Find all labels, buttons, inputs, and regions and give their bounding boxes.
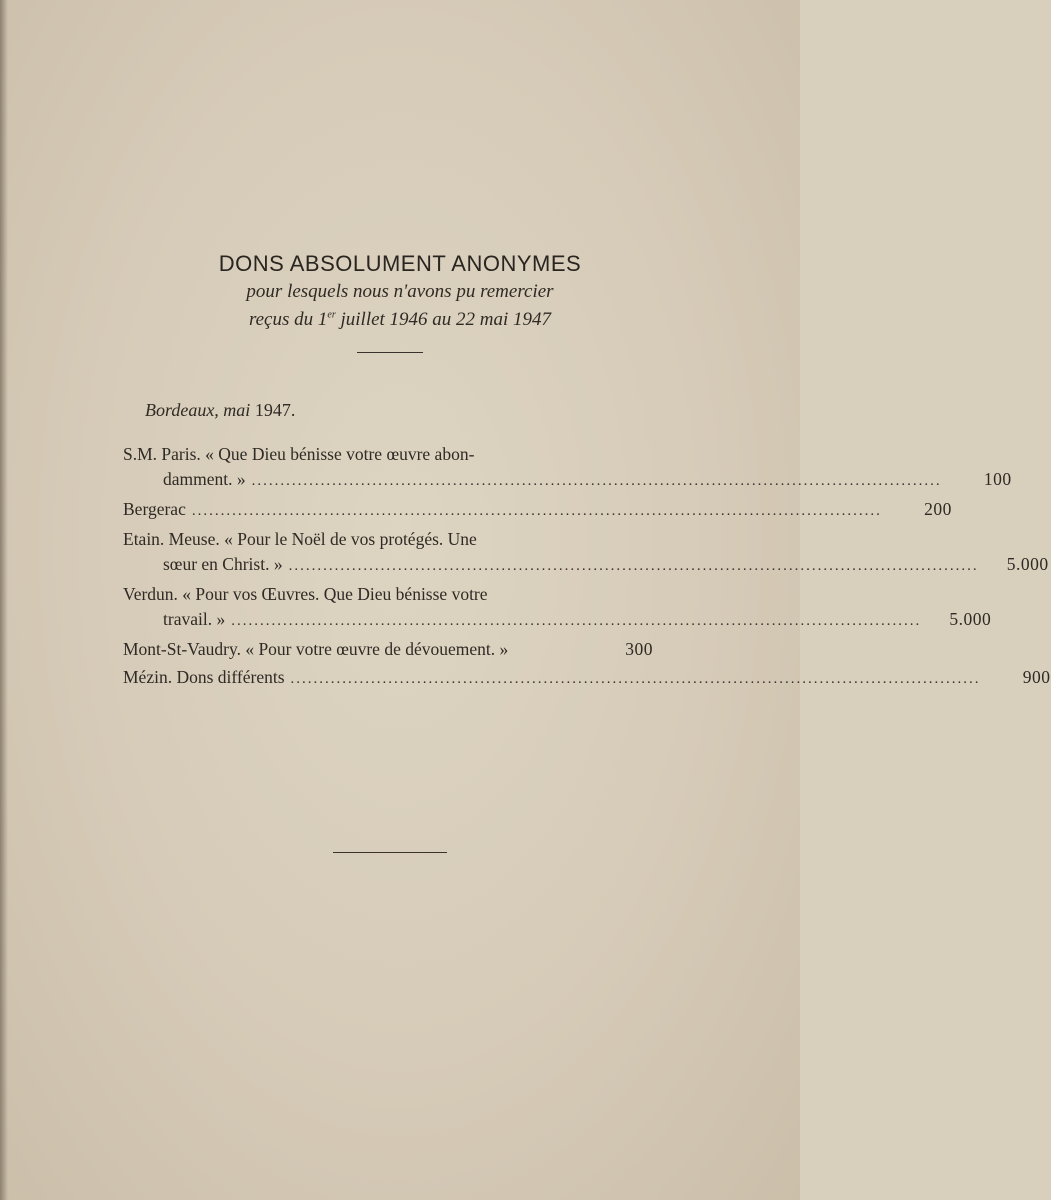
donation-entry <box>123 582 992 634</box>
donation-entry <box>123 497 952 524</box>
donation-entry <box>123 665 1051 692</box>
top-divider <box>357 352 423 353</box>
entry-amount: 5.000 <box>949 609 992 629</box>
entry-amount: 900 <box>1022 667 1051 687</box>
subtitle-line-2-end: juillet 1946 au 22 mai 1947 <box>335 309 552 330</box>
place-date-place: Bordeaux, mai <box>145 400 251 420</box>
page-edge-shadow <box>0 0 8 1200</box>
subtitle-line-2-start: reçus du 1 <box>248 309 328 330</box>
entry-line <box>123 467 1012 494</box>
dot-leader: ........................................................................................................................ <box>290 671 981 687</box>
entry-line <box>123 582 653 607</box>
entry-text-continued: travail. » <box>163 609 226 629</box>
dot-leader: ........................................................................................................................ <box>191 503 882 519</box>
entry-line <box>123 497 952 524</box>
entry-line <box>123 442 653 467</box>
entry-amount: 5.000 <box>1006 554 1049 574</box>
bottom-divider <box>333 852 447 853</box>
donation-entry <box>123 637 653 662</box>
donation-list <box>123 442 1051 695</box>
entry-amount: 300 <box>625 639 653 659</box>
entry-line <box>123 607 992 634</box>
entry-text: Mont-St-Vaudry. « Pour votre œuvre de dévouement. » <box>123 639 509 659</box>
donation-entry <box>123 442 1012 494</box>
entry-text: Mézin. Dons différents <box>123 667 285 687</box>
entry-text: Bergerac <box>123 499 186 519</box>
entry-line <box>123 665 1051 692</box>
subtitle-superscript: er <box>327 309 336 321</box>
dot-leader: ........................................................................................................................ <box>231 613 922 629</box>
subtitle-line-1: pour lesquels nous n'avons pu remercier <box>246 281 554 302</box>
dot-leader: ........................................................................................................................ <box>251 473 942 489</box>
place-date-year: 1947. <box>250 400 296 420</box>
donation-entry <box>123 527 1049 579</box>
entry-line <box>123 637 653 662</box>
place-date <box>145 400 295 421</box>
entry-text: S.M. Paris. « Que Dieu bénisse votre œuvre abon- <box>123 444 475 464</box>
entry-amount: 200 <box>924 499 952 519</box>
page-title: DONS ABSOLUMENT ANONYMES <box>218 251 582 276</box>
heading-block <box>0 250 800 334</box>
dot-leader: ........................................................................................................................ <box>288 558 979 574</box>
entry-line <box>123 527 653 552</box>
entry-line <box>123 552 1049 579</box>
entry-text: Etain. Meuse. « Pour le Noël de vos protégés. Une <box>123 529 477 549</box>
entry-text-continued: damment. » <box>163 469 246 489</box>
entry-text: Verdun. « Pour vos Œuvres. Que Dieu bénisse votre <box>123 584 488 604</box>
entry-amount: 100 <box>983 469 1012 489</box>
subtitle-line-2 <box>0 306 800 334</box>
entry-text-continued: sœur en Christ. » <box>163 554 283 574</box>
